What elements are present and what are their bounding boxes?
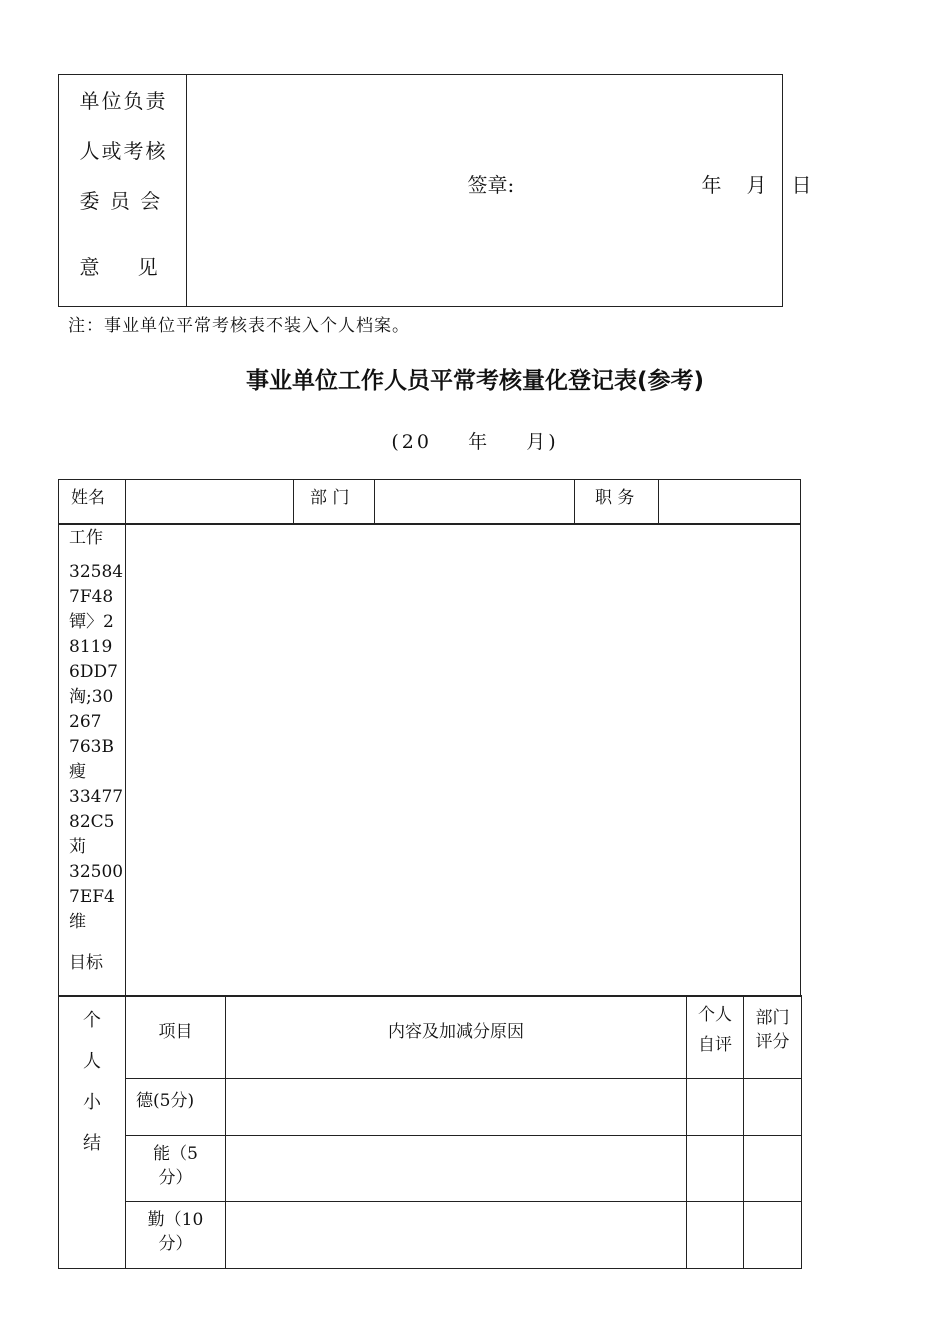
item-label-line-2: 分） (158, 1168, 193, 1188)
signature-label: 签章: (467, 172, 515, 197)
month-label: 月 (746, 172, 767, 197)
work-goal-line-15: 7EF4 (69, 887, 115, 907)
dept-score-field[interactable] (744, 1079, 802, 1136)
dept-score-field[interactable] (744, 1136, 802, 1202)
item-label-line-1: 能（5 (153, 1144, 198, 1164)
form-title: 事业单位工作人员平常考核量化登记表(参考) (245, 368, 705, 394)
work-goal-line-1: 工作 (69, 528, 103, 548)
work-goal-line-3: 7F48 (69, 587, 114, 607)
item-header-cell (126, 996, 226, 1079)
summary-label-cell (59, 996, 126, 1269)
dept-label-cell (294, 480, 375, 525)
self-eval-field[interactable] (687, 1079, 744, 1136)
self-eval-header-line-2: 自评 (698, 1035, 732, 1055)
opinion-label-cell (59, 75, 187, 307)
position-label: 职 务 (595, 488, 635, 508)
work-goal-line-12: 82C5 (69, 812, 115, 832)
dept-score-header-line-2: 评分 (755, 1032, 790, 1052)
summary-line-4: 结 (83, 1133, 101, 1154)
content-field[interactable] (226, 1202, 687, 1269)
position-field[interactable] (659, 480, 801, 525)
work-goal-field[interactable] (126, 524, 801, 997)
work-goal-line-2: 32584 (69, 562, 124, 582)
self-eval-header-cell (687, 996, 744, 1079)
self-eval-field[interactable] (687, 1202, 744, 1269)
dept-label: 部 门 (310, 488, 350, 508)
dept-score-header-line-1: 部门 (755, 1008, 790, 1028)
item-label-line-2: 分） (158, 1234, 193, 1254)
work-goal-line-13: 苅 (69, 837, 86, 857)
summary-table (58, 995, 802, 1269)
summary-line-2: 人 (83, 1051, 101, 1072)
opinion-label-line-4: 意 见 (79, 254, 158, 279)
dept-field[interactable] (375, 480, 575, 525)
work-goal-line-9: 763B (69, 737, 114, 757)
dept-score-field[interactable] (744, 1202, 802, 1269)
position-label-cell (575, 480, 659, 525)
dept-score-header-cell (744, 996, 802, 1079)
work-goal-line-7: 洶;30 (69, 687, 114, 707)
item-label-line-1: 勤（10 (147, 1210, 204, 1230)
work-goal-line-10: 瘦 (69, 762, 86, 782)
table-row (59, 1202, 802, 1269)
content-header: 内容及加减分原因 (388, 1022, 524, 1042)
table-row (59, 1136, 802, 1202)
work-goal-line-17: 目标 (69, 953, 103, 973)
work-goal-line-14: 32500 (69, 862, 124, 882)
summary-line-1: 个 (83, 1010, 101, 1031)
opinion-table (58, 74, 812, 307)
work-goal-line-4: 镡〉2 (69, 612, 114, 632)
form-period: (20 年 月) (391, 431, 559, 453)
opinion-content-cell[interactable] (187, 75, 812, 307)
item-header: 项目 (158, 1022, 193, 1042)
opinion-label-line-1: 单位负责 (79, 88, 168, 113)
item-cell (126, 1079, 226, 1136)
day-label: 日 (791, 172, 812, 197)
name-field[interactable] (126, 480, 294, 525)
item-cell (126, 1202, 226, 1269)
opinion-label-line-2: 人或考核 (79, 138, 168, 163)
work-goal-line-11: 33477 (69, 787, 124, 807)
name-label-cell (59, 480, 126, 525)
summary-line-3: 小 (83, 1092, 101, 1113)
table-row (59, 1079, 802, 1136)
content-field[interactable] (226, 1136, 687, 1202)
work-goal-line-8: 267 (69, 712, 102, 732)
self-eval-field[interactable] (687, 1136, 744, 1202)
item-cell (126, 1136, 226, 1202)
note-text: 注：事业单位平常考核表不装入个人档案。 (68, 316, 410, 336)
opinion-label-line-3: 委 员 会 (79, 188, 163, 213)
work-goal-line-5: 8119 (69, 637, 113, 657)
content-header-cell (226, 996, 687, 1079)
self-eval-header-line-1: 个人 (698, 1005, 732, 1025)
work-goal-table (58, 523, 801, 997)
work-goal-line-16: 维 (69, 912, 86, 932)
content-field[interactable] (226, 1079, 687, 1136)
work-goal-label-cell (59, 524, 126, 997)
info-table (58, 479, 801, 525)
name-label: 姓名 (71, 488, 105, 508)
work-goal-line-6: 6DD7 (69, 662, 118, 682)
year-label: 年 (701, 172, 722, 197)
item-label: 德(5分) (136, 1091, 195, 1111)
